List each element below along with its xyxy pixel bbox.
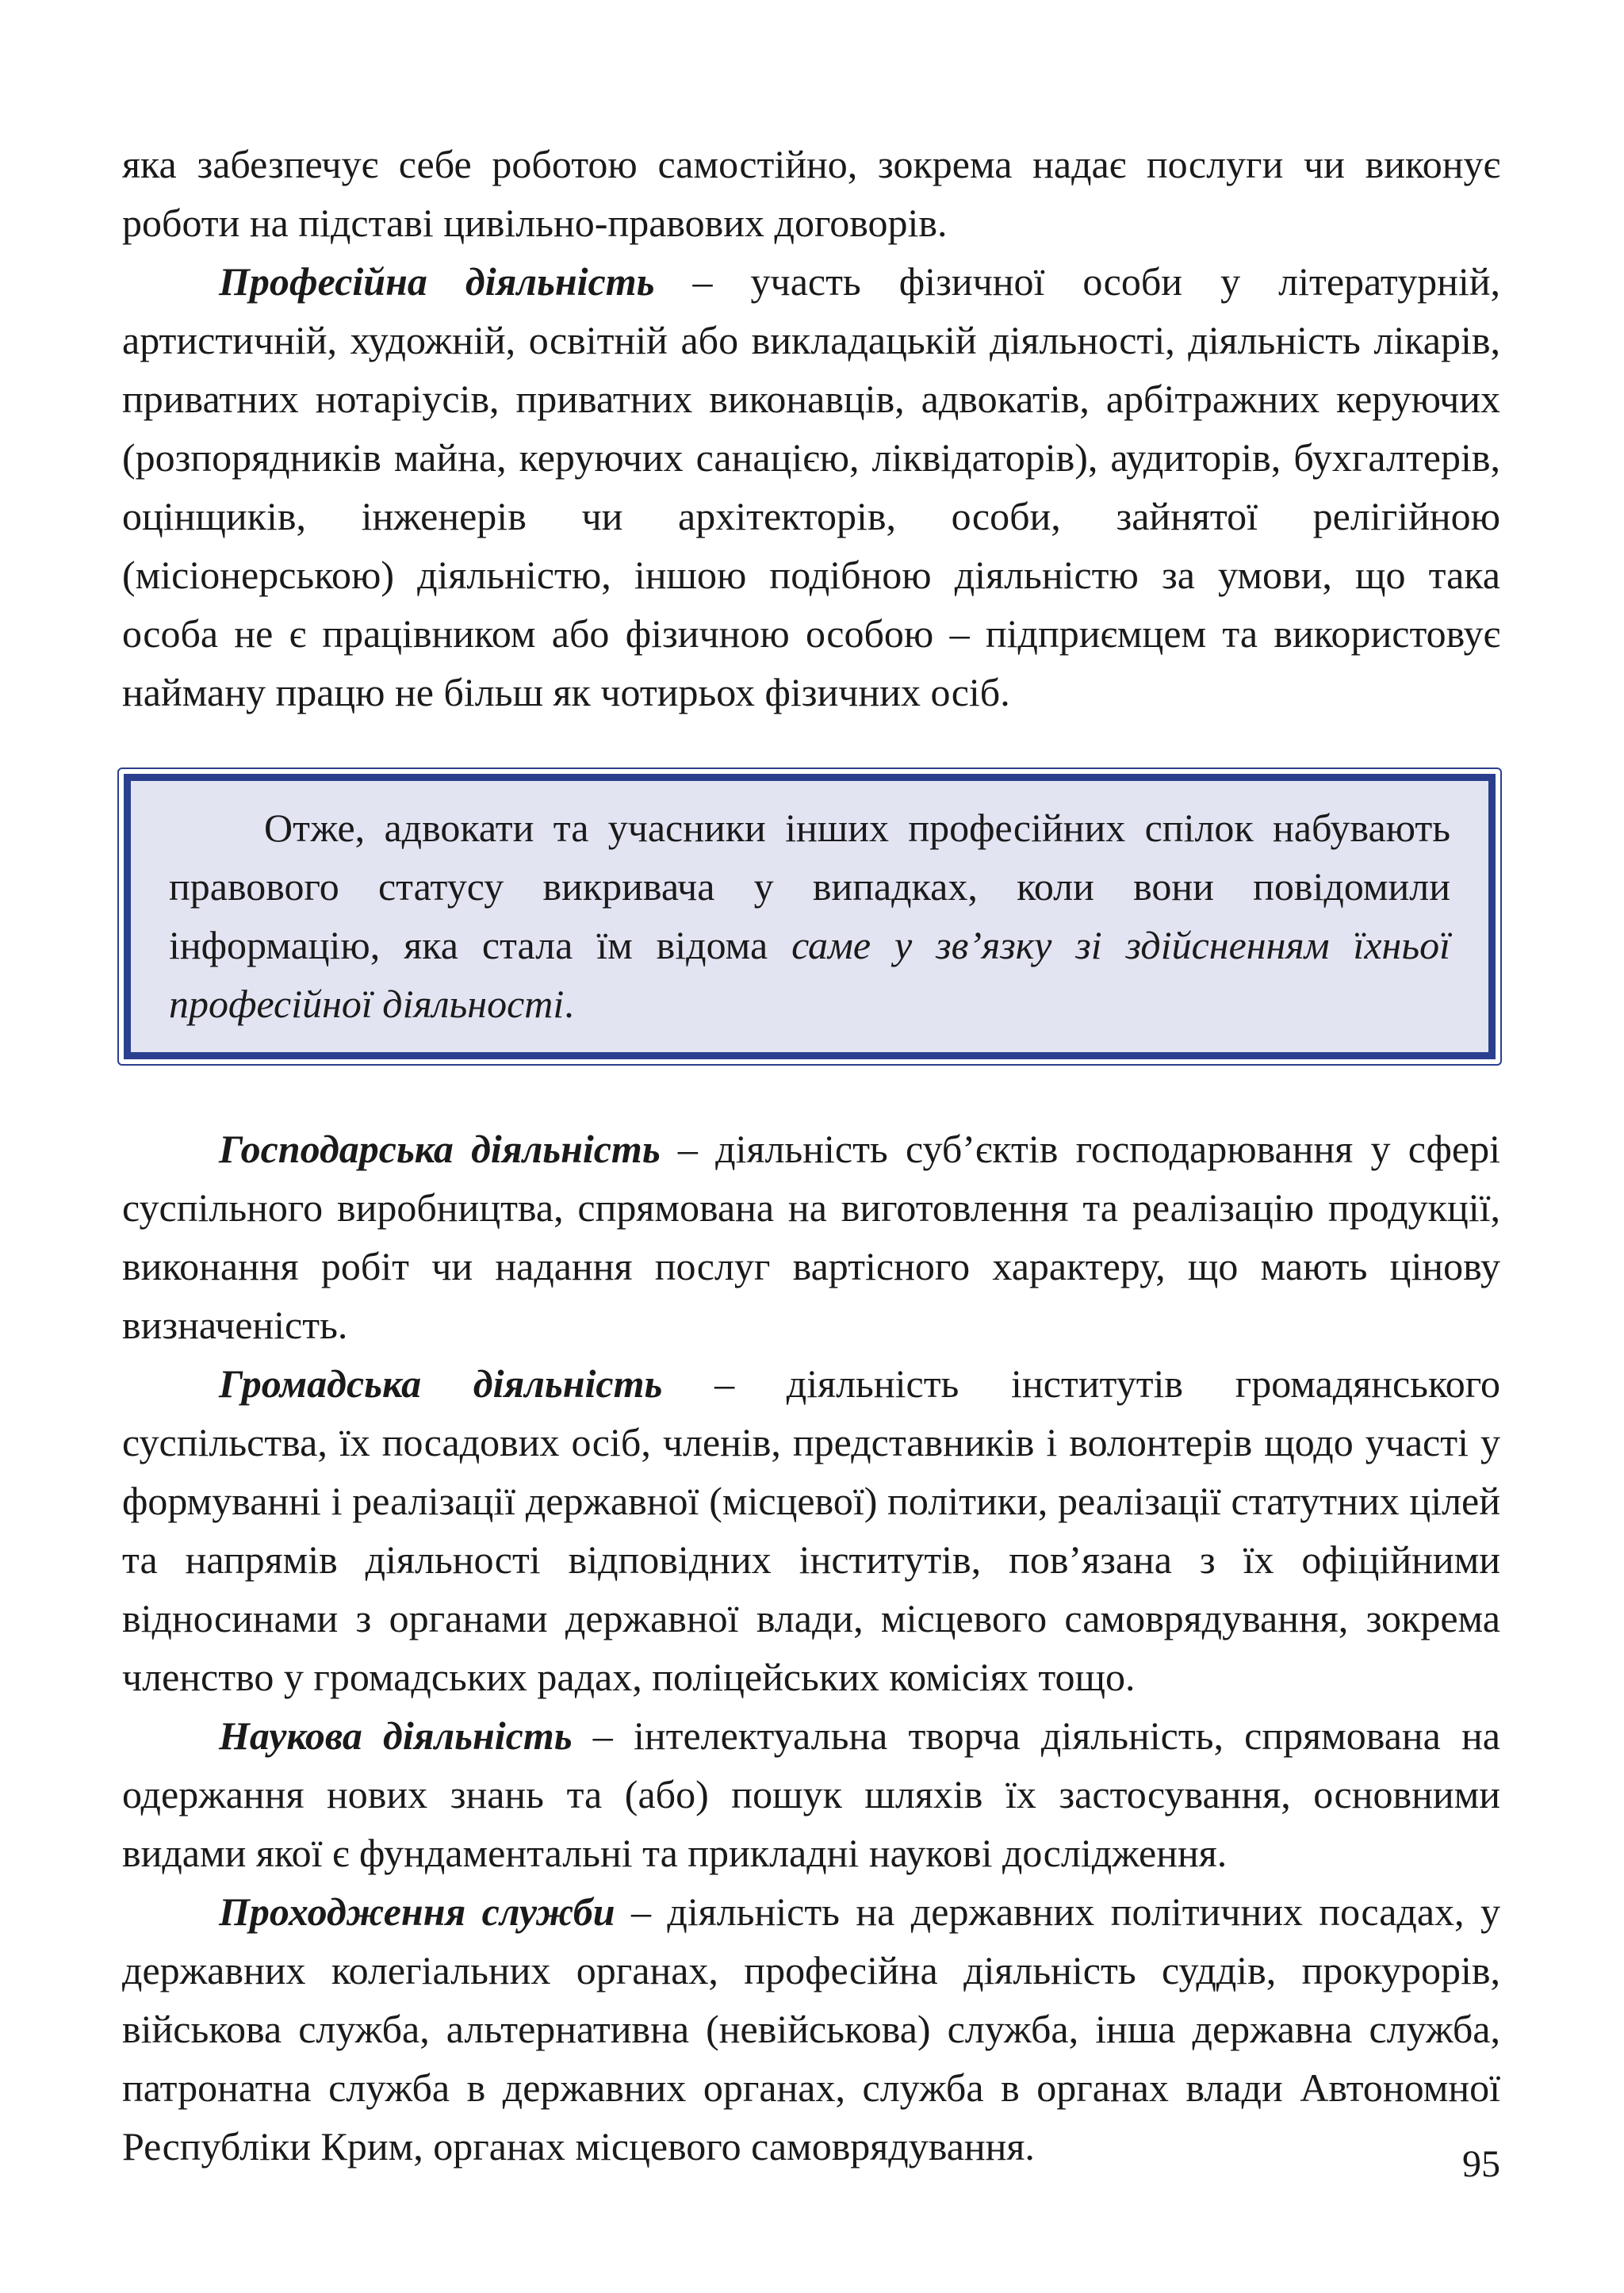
callout-text-plain: Отже, адвокати та учасники інших професійних спілок набувають правового статусу викривача у випадках, коли вони повідомили інформацію, яка стала їм відома: [169, 806, 1450, 967]
definition-professional-activity: – участь фізичної особи у літературній, артистичній, художній, освітній або викладацькій діяльності, діяльність лікарів, приватних нотаріусів, приватних виконавців, адвокатів, арбітражних керуючих (розпорядників майна, керуючих санацією, ліквідаторів), аудиторів, бухгалтерів, оцінщиків, інженерів чи архітекторів, особи, зайнятої релігійною (місіонерською) діяльністю, іншою подібною діяльністю за умови, що така особа не є працівником або фізичною особою – підприємцем та використовує найману працю не більш як чотирьох фізичних осіб.: [122, 259, 1501, 714]
definition-economic-activity: – діяльність суб’єктів господарювання у сфері суспільного виробництва, спрямована на виготовлення та реалізацію продукції, виконання робіт чи надання послуг вартісного характеру, що мають цінову визначеність.: [122, 1127, 1500, 1347]
paragraph-service: [122, 1882, 1500, 2176]
callout-inner: [124, 774, 1496, 1059]
term-economic-activity: Господарська діяльність: [219, 1127, 661, 1171]
term-scientific-activity: Наукова діяльність: [219, 1713, 573, 1758]
paragraph-continuation: яка забезпечує себе роботою самостійно, зокрема надає послуги чи виконує роботи на підставі цивільно-правових договорів.: [122, 142, 1500, 245]
paragraph-scientific-activity: [122, 1706, 1500, 1882]
term-public-activity: Громадська діяльність: [219, 1361, 663, 1406]
page-number: 95: [1462, 2143, 1500, 2185]
paragraph-economic-activity: [122, 1120, 1500, 1354]
term-service: Проходження служби: [219, 1889, 615, 1934]
callout-text: [169, 798, 1450, 1033]
definition-public-activity: – діяльність інститутів громадянського суспільства, їх посадових осіб, членів, представників і волонтерів щодо участі у формуванні і реалізації державної (місцевої) політики, реалізації статутних цілей та напрямів діяльності відповідних інститутів, пов’язана з їх офіційними відносинами з органами державної влади, місцевого самоврядування, зокрема членство у громадських радах, поліцейських комісіях тощо.: [122, 1361, 1500, 1699]
definition-scientific-activity: – інтелектуальна творча діяльність, спрямована на одержання нових знань та (або) пошук шляхів їх застосування, основними видами якої є фундаментальні та прикладні наукові дослідження.: [122, 1713, 1500, 1875]
text-block-bottom: [122, 1120, 1500, 2176]
callout-text-italic: саме у зв’язку зі здійсненням їхньої професійної діяльності: [169, 923, 1450, 1026]
text-block-top: [122, 135, 1500, 722]
term-professional-activity: Професійна діяльність: [219, 259, 655, 304]
definition-service: – діяльність на державних політичних посадах, у державних колегіальних органах, професійна діяльність суддів, прокурорів, військова служба, альтернативна (невійськова) служба, інша державна служба, патронатна служба в державних органах, служба в органах влади Автономної Республіки Крим, органах місцевого самоврядування.: [122, 1889, 1500, 2169]
callout-box: [117, 768, 1502, 1066]
callout-text-end: .: [564, 982, 574, 1026]
paragraph-professional-activity: [122, 252, 1500, 722]
paragraph-public-activity: [122, 1354, 1500, 1706]
